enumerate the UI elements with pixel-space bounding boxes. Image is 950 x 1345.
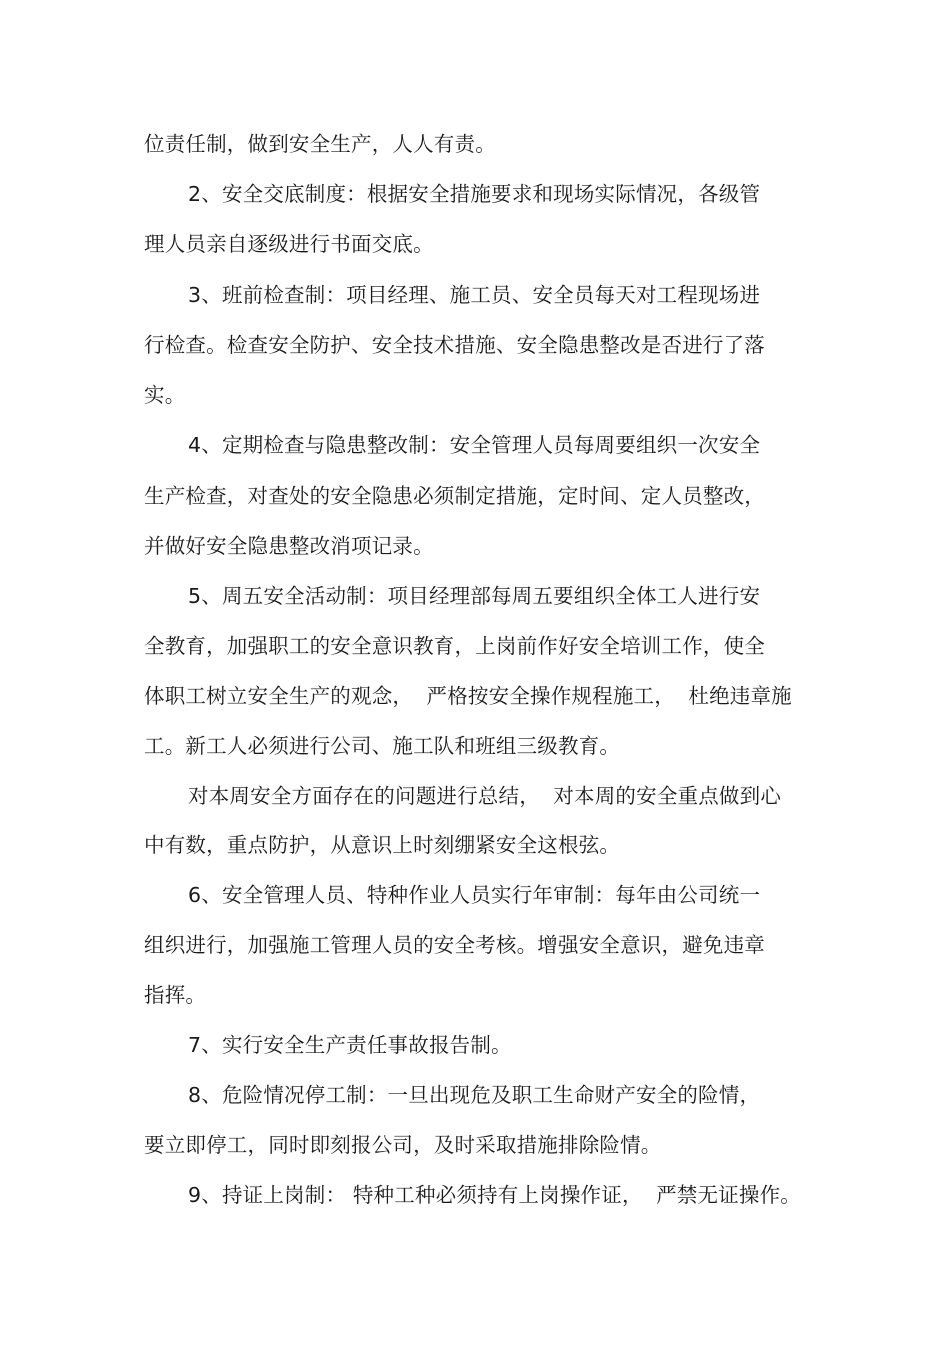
text-line: 理人员亲自逐级进行书面交底。 (144, 232, 434, 256)
text-line: 生产检查，对查处的安全隐患必须制定措施，定时间、定人员整改， (144, 484, 765, 508)
text-line: 行检查。检查安全防护、安全技术措施、安全隐患整改是否进行了落 (144, 333, 765, 357)
text-line: 实。 (144, 383, 186, 407)
text-line: 位责任制，做到安全生产，人人有责。 (144, 132, 496, 156)
text-line: 4、定期检查与隐患整改制：安全管理人员每周要组织一次安全 (188, 433, 761, 457)
text-line: 5、周五安全活动制：项目经理部每周五要组织全体工人进行安 (188, 584, 761, 608)
text-line: 7、实行安全生产责任事故报告制。 (188, 1033, 512, 1057)
text-line: 对本周安全方面存在的问题进行总结， 对本周的安全重点做到心 (188, 784, 782, 808)
text-line: 2、安全交底制度：根据安全措施要求和现场实际情况，各级管 (188, 182, 761, 206)
text-line: 9、持证上岗制： 特种工种必须持有上岗操作证， 严禁无证操作。 (188, 1183, 801, 1207)
text-line: 6、安全管理人员、特种作业人员实行年审制：每年由公司统一 (188, 883, 761, 907)
text-line: 体职工树立安全生产的观念， 严格按安全操作规程施工， 杜绝违章施 (144, 684, 792, 708)
text-line: 8、危险情况停工制：一旦出现危及职工生命财产安全的险情， (188, 1083, 761, 1107)
text-line: 并做好安全隐患整改消项记录。 (144, 534, 434, 558)
text-line: 组织进行，加强施工管理人员的安全考核。增强安全意识，避免违章 (144, 933, 765, 957)
text-line: 中有数，重点防护，从意识上时刻绷紧安全这根弦。 (144, 833, 621, 857)
text-line: 指挥。 (144, 983, 207, 1007)
text-line: 3、班前检查制：项目经理、施工员、安全员每天对工程现场进 (188, 283, 761, 307)
text-line: 全教育，加强职工的安全意识教育，上岗前作好安全培训工作，使全 (144, 634, 765, 658)
text-line: 工。新工人必须进行公司、施工队和班组三级教育。 (144, 734, 621, 758)
text-line: 要立即停工，同时即刻报公司，及时采取措施排除险情。 (144, 1133, 662, 1157)
